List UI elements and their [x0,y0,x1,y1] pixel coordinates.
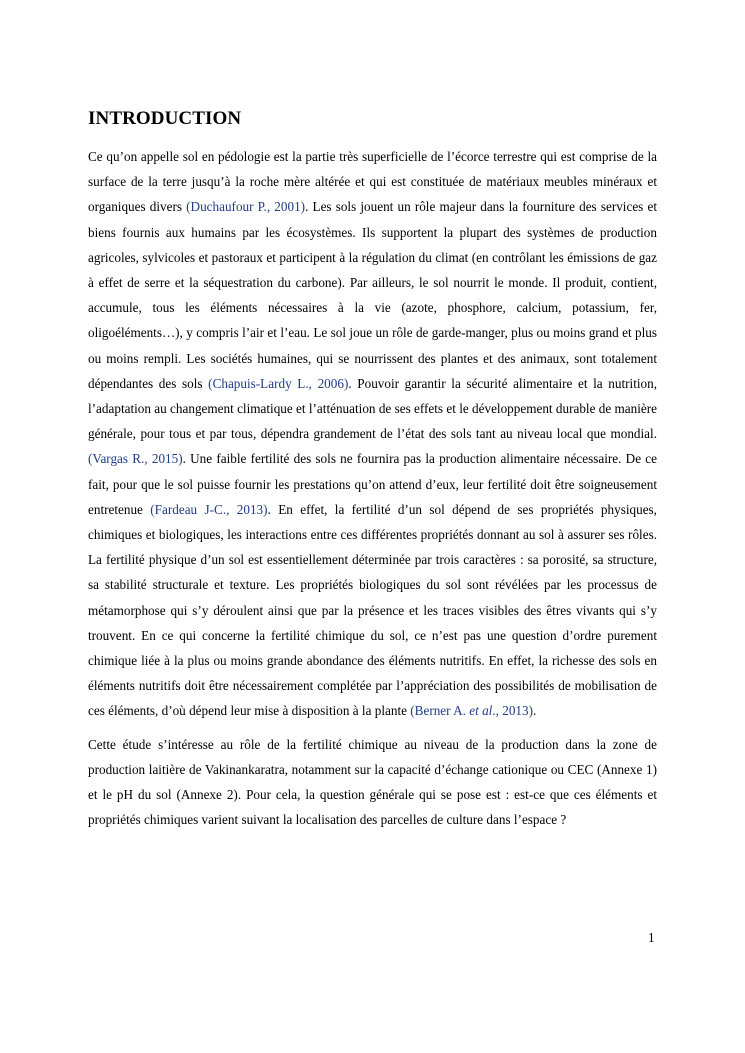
citation-fardeau: (Fardeau J-C., 2013) [150,501,268,517]
citation-et-al: et al [469,703,493,719]
citation-duchaufour: (Duchaufour P., 2001) [186,199,306,215]
paragraph-1 [88,144,657,724]
text-run: . Les sols jouent un rôle majeur dans la fourniture des services et biens fournis aux humains par les écosystèmes. Ils supportent la plupart des systèmes de production agricoles, sylvicoles et pastoraux et participent à la régulation du climat (en contrôlant les émissions de gaz à effet de serre et la séquestration du carbone). Par ailleurs, le sol nourrit le monde. Il produit, contient, accumule, tous les éléments nécessaires à la vie (azote, phosphore, calcium, potassium, fer, oligoéléments…), y compris l’air et l’eau. Le sol joue un rôle de garde-manger, plus ou moins grand et plus ou moins rempli. Les sociétés humaines, qui se nourrissent des plantes et des animaux, sont totalement dépendantes des sols [88,199,657,391]
text-run: . En effet, la fertilité d’un sol dépend de ses propriétés physiques, chimiques et biologiques, les interactions entre ces différentes propriétés donnant au sol à assurer ses rôles. La fertilité physique d’un sol est essentiellement déterminée par trois caractères : sa porosité, sa structure, sa stabilité structurale et texture. Les propriétés biologiques du sol sont révélées par les processus de métamorphose qui s’y déroulent ainsi que par la présence et les traces visibles des êtres vivants qui s’y trouvent. En ce qui concerne la fertilité chimique du sol, ce n’est pas une question d’ordre purement chimique liée à la plus ou moins grande abondance des éléments nutritifs. En effet, la richesse des sols en éléments nutritifs doit être nécessairement complétée par l’appréciation des possibilités de mobilisation de ces éléments, d’où dépend leur mise à disposition à la plante [88,501,657,719]
document-page [88,108,657,832]
section-heading: INTRODUCTION [88,108,242,129]
text-run: . Pouvoir garantir la sécurité alimentaire et la nutrition, l’adaptation au changement climatique et l’atténuation de ses effets et le développement durable de manière générale, pour tous et par tous, dépendra grandement de l’état des sols tant au niveau local que mondial. [88,375,658,442]
paragraph-2: Cette étude s’intéresse au rôle de la fertilité chimique au niveau de la production dans la zone de production laitière de Vakinankaratra, notamment sur la capacité d’échange cationique ou CEC (Annexe 1) et le pH du sol (Annexe 2). Pour cela, la question générale qui se pose est : est-ce que ces éléments et propriétés chimiques varient suivant la localisation des parcelles de culture dans l’espace ? [88,736,657,828]
citation-berner [410,703,533,718]
text-run: . Une faible fertilité des sols ne fournira pas la production alimentaire nécessaire. De ce fait, pour que le sol puisse fournir les prestations qu’on attend d’eux, leur fertilité doit être soigneusement entretenue [88,451,657,517]
page-number: 1 [648,930,655,945]
text-run: Ce qu’on appelle sol en pédologie est la partie très superficielle de l’écorce terrestre qui est comprise de la surface de la terre jusqu’à la roche mère altérée et qui est constituée de matériaux meubles minéraux et organiques divers [88,149,657,215]
citation-vargas: (Vargas R., 2015) [88,451,183,467]
citation-part: (Berner A. [410,703,470,719]
citation-part: ., 2013) [492,703,533,719]
citation-chapuis-lardy: (Chapuis-Lardy L., 2006) [208,375,349,391]
text-run: . [533,703,537,719]
